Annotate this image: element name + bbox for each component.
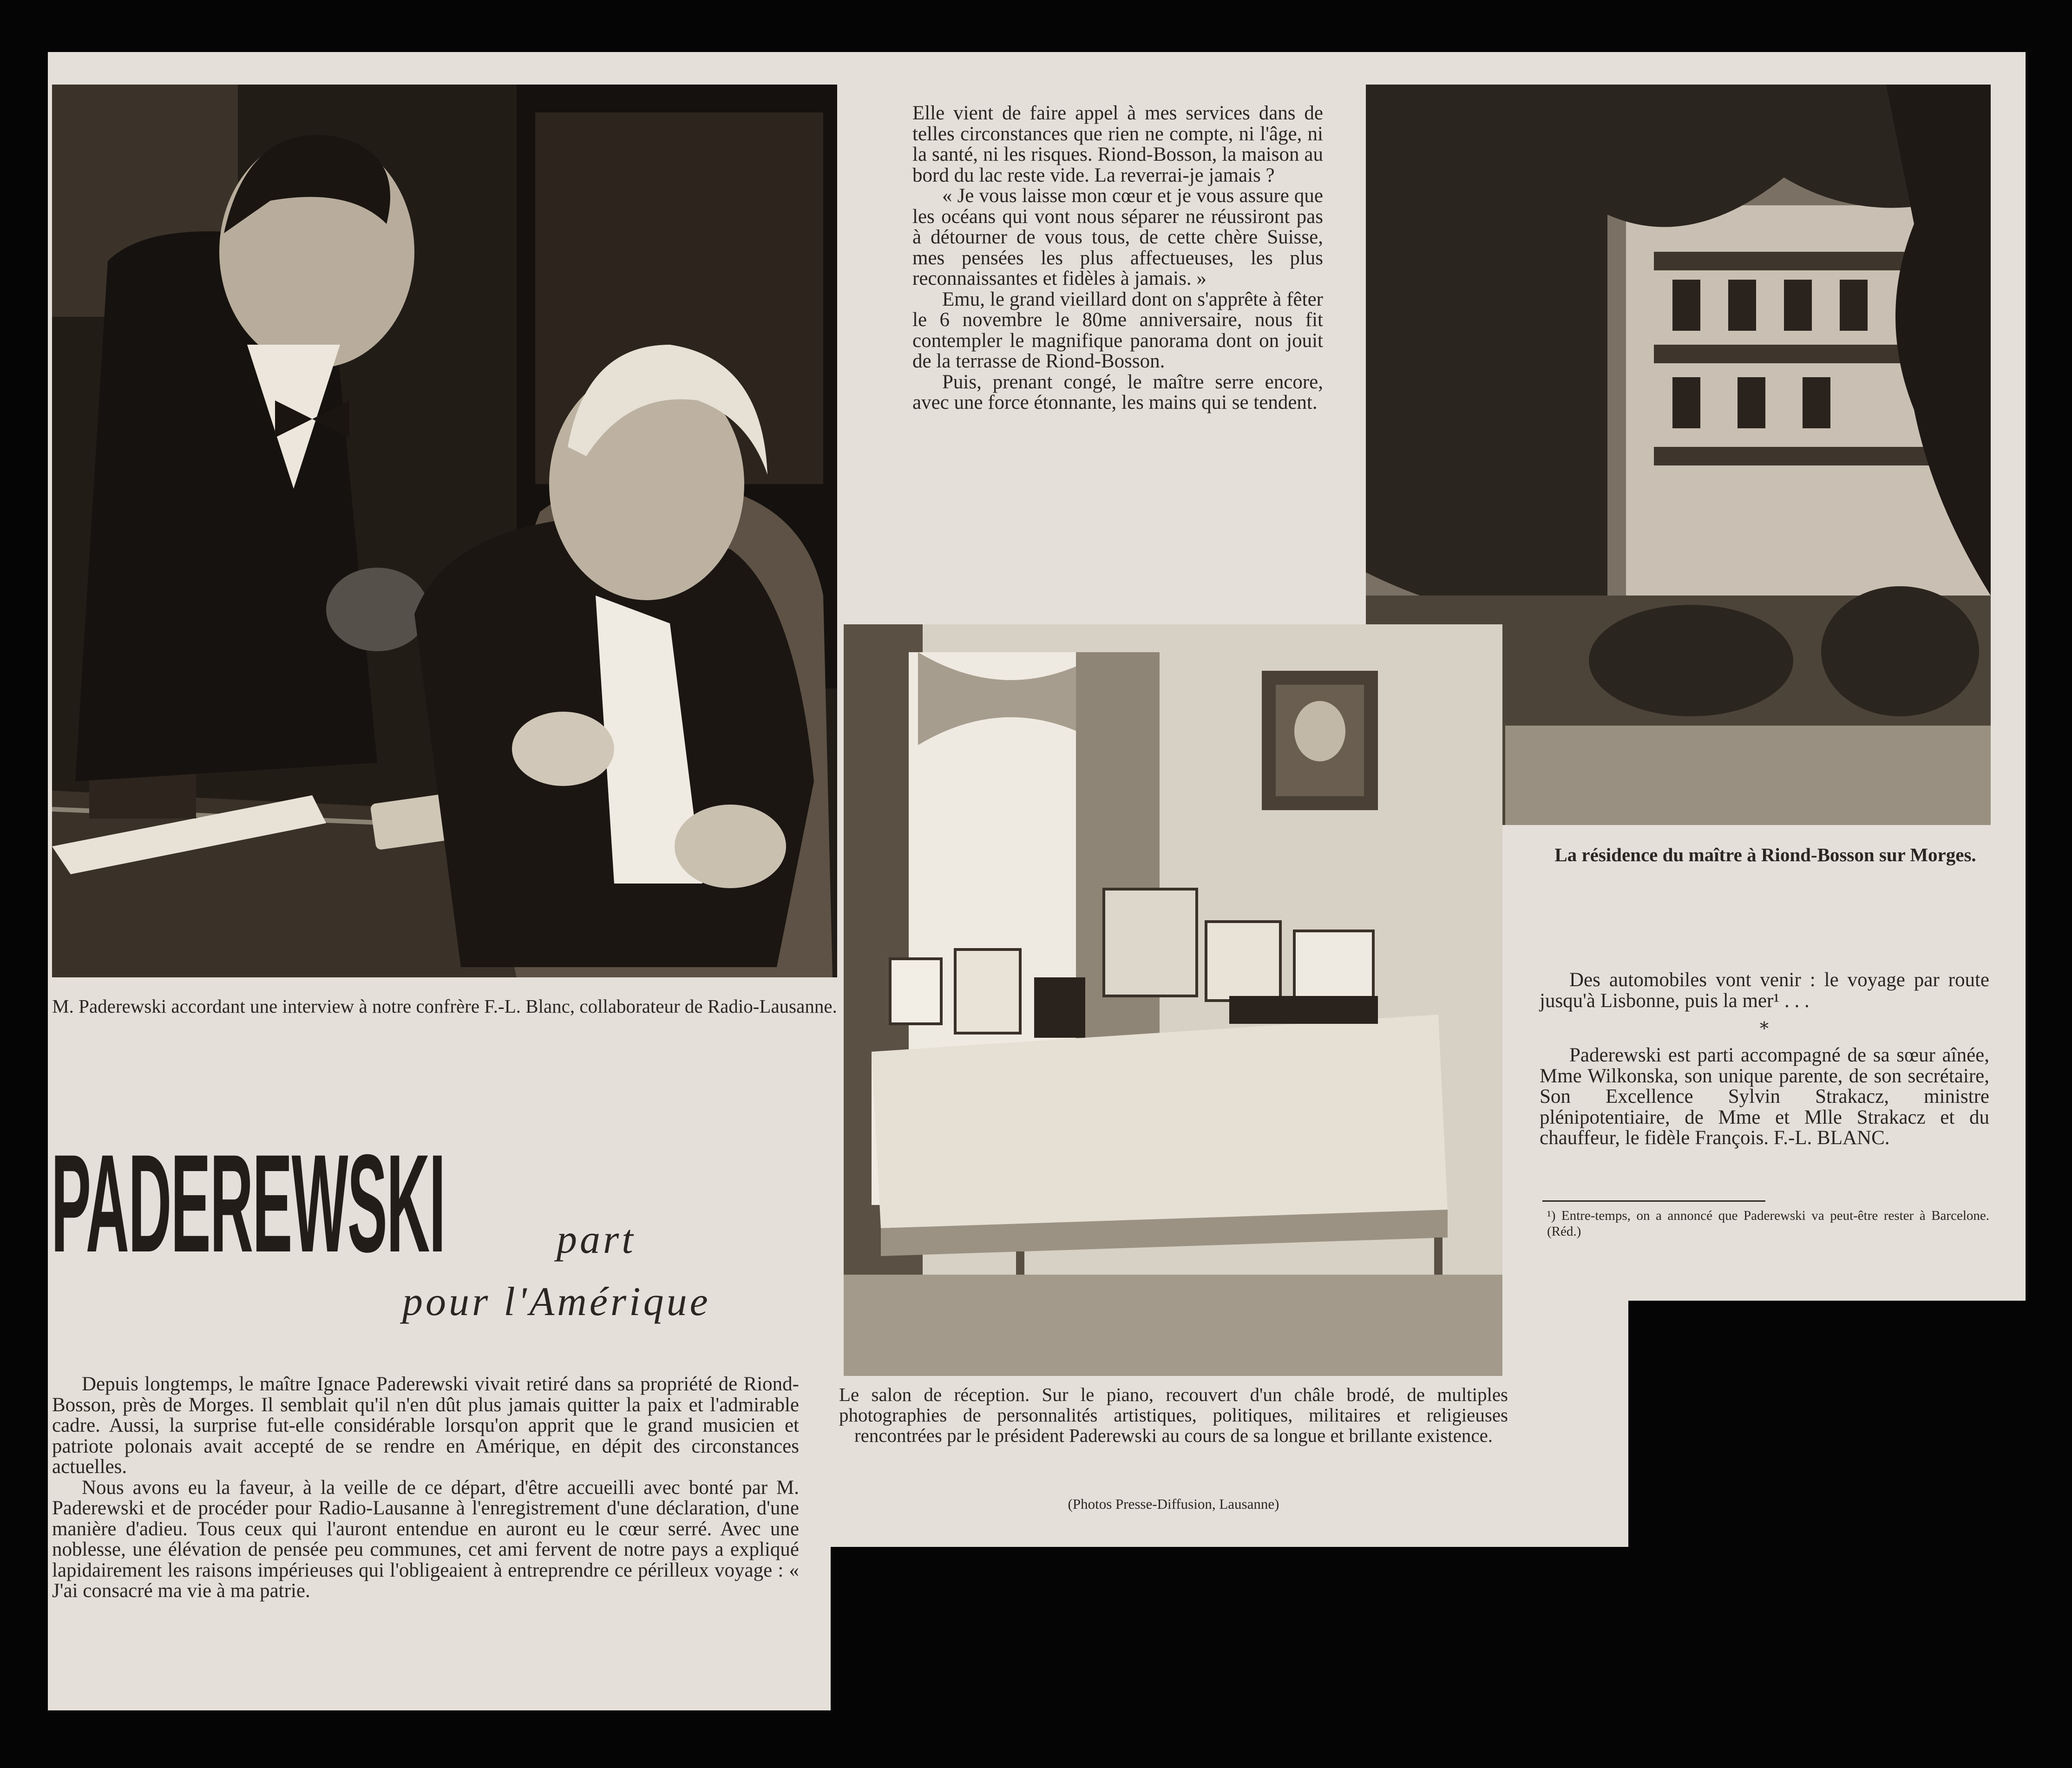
photo-credit: (Photos Presse-Diffusion, Lausanne)	[1068, 1496, 1279, 1512]
salon-caption: Le salon de réception. Sur le piano, recouvert d'un châle brodé, de multiples photographies de personnalités artistiques, politiques, militaires et religieuses rencontrées par le président Paderewski au cours de sa longue et brillante existence.	[839, 1384, 1508, 1446]
salon-photo	[844, 624, 1502, 1376]
body-middle-paragraph: Elle vient de faire appel à mes services dans de telles circonstances que rien ne compte, ni l'âge, ni la santé, ni les risques. Riond-Bosson, la maison au bord du lac reste vide. La reverrai-je jamais ?	[912, 102, 1323, 186]
body-middle-paragraph: Emu, le grand vieillard dont on s'apprête à fêter le 6 novembre le 80me anniversaire, nous fit contempler le magnifique panorama dont on jouit de la terrasse de Riond-Bosson.	[912, 288, 1323, 372]
body-left-paragraph: Nous avons eu la faveur, à la veille de ce départ, d'être accueilli avec bonté par M. Paderewski et de procéder pour Radio-Lausanne à l'enregistrement d'une déclaration, d'une manière d'adieu. Tous ceux qui l'auront entendue en auront eu le cœur serré. Avec une noblesse, une élévation de pensée peu communes, cet ami fervent de notre pays a expliqué lapidairement les raisons impérieuses qui l'obligeaient à entreprendre ce périlleux voyage : « J'ai consacré ma vie à ma patrie.	[52, 1476, 799, 1602]
article-title: PADEREWSKI	[51, 1125, 445, 1281]
interview-photo	[52, 85, 837, 977]
body-right-column	[1540, 970, 1989, 1011]
article-subtitle-amerique: pour l'Amérique	[402, 1279, 711, 1324]
interview-caption: M. Paderewski accordant une interview à notre confrère F.-L. Blanc, collaborateur de Radio-Lausanne.	[52, 995, 837, 1017]
body-left-column	[52, 1374, 799, 1602]
footnote: ¹) Entre-temps, on a annoncé que Paderewski va peut-être rester à Barcelone. (Réd.)	[1547, 1208, 1989, 1239]
body-middle-column	[912, 103, 1323, 413]
body-right-paragraph: Paderewski est parti accompagné de sa sœur aînée, Mme Wilkonska, son unique parente, de son secrétaire, Son Excellence Sylvin Strakacz, ministre plénipotentiaire, de Mme et Mlle Strakacz et du chauffeur, le fidèle François. F.-L. BLANC.	[1540, 1044, 1989, 1149]
footnote-rule	[1542, 1200, 1765, 1202]
body-middle-paragraph: Puis, prenant congé, le maître serre encore, avec une force étonnante, les mains qui se tendent.	[912, 371, 1323, 413]
body-middle-paragraph: « Je vous laisse mon cœur et je vous assure que les océans qui vont nous séparer ne réussiront pas à détourner de vous tous, de cette chère Suisse, mes pensées les plus affectueuses, les plus reconnaissantes et fidèles à jamais. »	[912, 185, 1323, 289]
body-left-paragraph: Depuis longtemps, le maître Ignace Paderewski vivait retiré dans sa propriété de Riond-Bosson, près de Morges. Il semblait qu'il n'en dût plus jamais quitter la paix et l'admirable cadre. Aussi, la surprise fut-elle considérable lorsqu'on apprit que le grand musicien et patriote polonais avait accepté de se rendre en Amérique, en dépit des circonstances actuelles.	[52, 1373, 799, 1478]
body-right-paragraph: Des automobiles vont venir : le voyage par route jusqu'à Lisbonne, puis la mer¹ . . .	[1540, 969, 1989, 1012]
body-right-column-2	[1540, 1045, 1989, 1149]
residence-caption: La résidence du maître à Riond-Bosson sur Morges.	[1554, 844, 1976, 865]
article-subtitle-part: part	[557, 1217, 636, 1262]
separator-star: *	[1760, 1018, 1769, 1039]
